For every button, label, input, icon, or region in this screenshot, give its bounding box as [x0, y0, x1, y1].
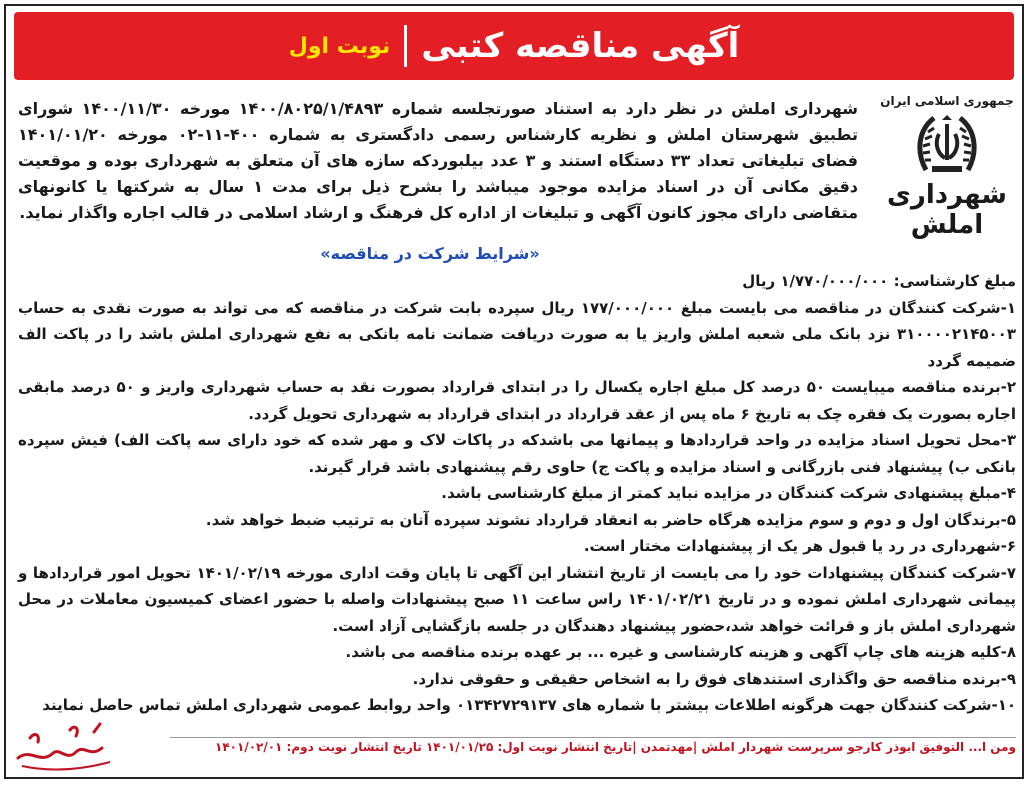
condition-item: ۴-مبلغ پیشنهادی شرکت کنندگان در مزایده نباید کمتر از مبلغ کارشناسی باشد. [441, 484, 1016, 502]
publication-footer: ومن ا... التوفیق ابوذر کارجو سرپرست شهردار املش |مهدتمدن |تاریخ انتشار نوبت اول: ۱۴۰۱/۰۱/۲۵ تاریخ انتشار نوبت دوم: ۱۴۰۱/۰۲/۰۱ [215, 740, 1016, 754]
condition-item: ۸-کلیه هزینه های چاپ آگهی و هزینه کارشناسی و غیره ... بر عهده برنده مناقصه می باشد. [345, 643, 1016, 661]
condition-item: ۱۰-شرکت کنندگان جهت هرگونه اطلاعات بیشتر با شماره های ۰۱۳۴۲۷۲۹۱۳۷ واحد روابط عمومی شهرداری املش تماس حاصل نمایند [42, 696, 1016, 714]
emblem-icon [912, 112, 982, 178]
notice-round: نوبت اول [288, 33, 391, 59]
header-divider [404, 25, 407, 67]
mahd-tamadon-signature-logo [10, 718, 120, 774]
condition-item: ۷-شرکت کنندگان پیشنهادات خود را می بایست از تاریخ انتشار این آگهی تا پایان وقت اداری مورخه ۱۴۰۱/۰۲/۱۹ تحویل امور قراردادها و پیمانی شهرداری املش نموده و در تاریخ ۱۴۰۱/۰۲/۲۱ راس ساعت ۱۱ صبح پیشنهادات واصله با حضور اعضای کمیسیون معاملات در محل شهرداری املش باز و قرائت خواهد شد،حضور پیشنهاد دهندگان در جلسه بازگشایی آزاد است. [18, 563, 1016, 635]
condition-item: ۱-شرکت کنندگان در مناقصه می بایست مبلغ ۱۷۷/۰۰۰/۰۰۰ ریال سپرده بابت شرکت در مناقصه که می تواند به صورت نقدی به حساب ۳۱۰۰۰۰۲۱۴۵۰۰۳ نزد بانک ملی شعبه املش واریز یا به صورت دریافت ضمانت نامه بانکی به نفع شهرداری املش باشد را در پاکت الف ضمیمه گردد [18, 298, 1016, 370]
conditions-heading: «شرایط شرکت در مناقصه» [320, 244, 540, 263]
condition-item: ۹-برنده مناقصه حق واگذاری استندهای فوق را به اشخاص حقیقی و حقوقی ندارد. [412, 669, 1016, 688]
condition-item: ۲-برنده مناقصه میبایست ۵۰ درصد کل مبلغ اجاره یکسال را در ابتدای قرارداد بصورت نقد به حساب شهرداری واریز و ۵۰ درصد مابقی اجاره بصورت یک فقره چک به تاریخ ۶ ماه پس از عقد قرارداد در ابتدای قرارداد به شهرداری تحویل گردد. [18, 378, 1016, 423]
municipality-logo [880, 94, 1014, 244]
condition-item: ۵-برندگان اول و دوم و سوم مزایده هرگاه حاضر به انعقاد قرارداد نشوند سپرده آنان به ترتیب ضبط خواهد شد. [205, 510, 1016, 529]
condition-item: ۶-شهرداری در رد یا قبول هر یک از پیشنهادات مختار است. [583, 537, 1016, 555]
municipality-name: شهرداری املش [887, 180, 1007, 240]
condition-item: ۳-محل تحویل اسناد مزایده در واحد قراردادها و پیمانها می باشدکه در پاکات لاک و مهر شده که خود دارای سه پاکت الف) فیش سپرده بانکی ب) پیشنهاد فنی بازرگانی و اسناد مزایده و پاکت ج) حاوی رقم پیشنهادی باشد قرار گیرند. [18, 431, 1016, 476]
footer-divider [170, 737, 1016, 738]
conditions-list [18, 268, 1016, 719]
intro-paragraph: شهرداری املش در نظر دارد به استناد صورتجلسه شماره ۱۴۰۰/۸۰۲۵/۱/۴۸۹۳ مورخه ۱۴۰۰/۱۱/۳۰ شورای تطبیق شهرستان املش و نظریه کارشناس رسمی دادگستری به شماره ۴۰۰-۱۱-۰۲ مورخه ۱۴۰۱/۰۱/۲۰ فضای تبلیغاتی تعداد ۳۳ دستگاه استند و ۳ عدد بیلبوردکه سازه های آن متعلق به شهرداری بوده و موقعیت دقیق مکانی آن در اسناد مزایده موجود میباشد را بشرح ذیل برای مدت ۱ سال به شرکتها یا کانونهای متقاضی دارای مجوز کانون آگهی و تبلیغات از اداره کل فرهنگ و ارشاد اسلامی در قالب اجاره واگذار نماید. [18, 99, 859, 222]
notice-header [14, 12, 1014, 80]
expert-amount: مبلغ کارشناسی: ۱/۷۷۰/۰۰۰/۰۰۰ ریال [742, 272, 1016, 290]
notice-title: آگهی مناقصه کتبی [421, 26, 740, 66]
country-name: جمهوری اسلامی ایران [880, 94, 1014, 108]
